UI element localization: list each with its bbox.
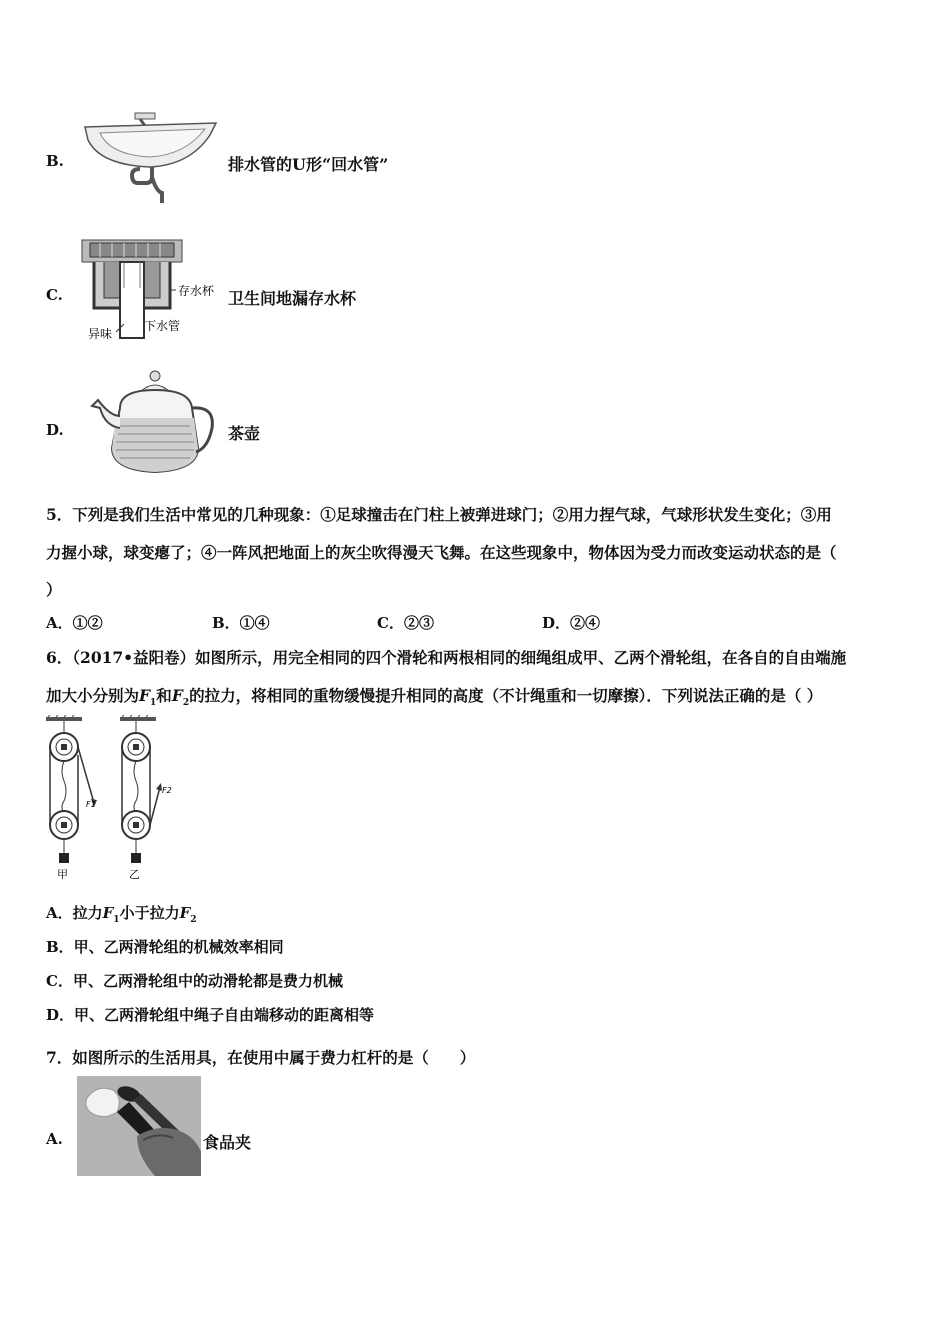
q7-option-letter-a: A.	[46, 1130, 63, 1148]
q6-choice-a: A．拉力$F_1$小于拉力$F_2$	[46, 904, 197, 925]
q5-text-line2: 力握小球，球变瘪了；④一阵风把地面上的灰尘吹得漫天飞舞。在这些现象中，物体因为受力而改变运动状态的是（	[46, 543, 837, 562]
food-tongs-photo	[77, 1076, 201, 1176]
label-pipe: 下水管	[144, 319, 181, 333]
wash-basin-figure	[80, 105, 220, 205]
q5-choice-d: D．②④	[542, 614, 601, 632]
force-label-f2: F2	[162, 786, 172, 795]
pulley-system-left	[46, 715, 97, 881]
q6-choice-b: B．甲、乙两滑轮组的机械效率相同	[46, 938, 284, 956]
q6-text-line1: 6．（2017•益阳卷）如图所示，用完全相同的四个滑轮和两根相同的细绳组成甲、乙两个滑轮组，在各自的自由端施	[46, 648, 847, 667]
q6-choice-d: D．甲、乙两滑轮组中绳子自由端移动的距离相等	[46, 1006, 375, 1024]
pulley-systems-figure	[40, 715, 180, 885]
q5-choice-b: B．①④	[212, 614, 270, 632]
q6-choice-c: C．甲、乙两滑轮组中的动滑轮都是费力机械	[46, 972, 343, 990]
q5-choice-a: A．①②	[46, 614, 103, 632]
q5-text-line1: 5．下列是我们生活中常见的几种现象：①足球撞击在门柱上被弹进球门；②用力捏气球，气球形状发生变化；③用	[46, 505, 832, 524]
force-label-f1: F1	[86, 800, 96, 809]
option-letter-b: B.	[46, 152, 64, 170]
q6-text-line2: 加大小分别为$F_1$和$F_2$的拉力，将相同的重物缓慢提升相同的高度（不计绳重和一切摩擦）．下列说法正确的是（ ）	[46, 686, 823, 709]
figure-label-left: 甲	[57, 868, 68, 881]
q5-text-line3: ）	[46, 580, 62, 599]
floor-drain-figure	[80, 238, 225, 343]
label-odor: 异味	[88, 327, 113, 341]
label-cup: 存水杯	[178, 284, 215, 298]
option-caption-c: 卫生间地漏存水杯	[228, 289, 357, 308]
figure-label-right: 乙	[129, 868, 140, 881]
q7-option-caption-a: 食品夹	[203, 1133, 252, 1152]
pulley-system-right	[120, 715, 172, 881]
teapot-figure	[80, 368, 220, 476]
option-letter-c: C.	[46, 286, 63, 304]
q5-choice-c: C．②③	[377, 614, 434, 632]
option-letter-d: D.	[46, 421, 64, 439]
option-caption-d: 茶壶	[228, 424, 261, 443]
q7-text-line1: 7．如图所示的生活用具，在使用中属于费力杠杆的是（ ）	[46, 1048, 476, 1067]
option-caption-b: 排水管的U形“回水管”	[228, 155, 389, 174]
